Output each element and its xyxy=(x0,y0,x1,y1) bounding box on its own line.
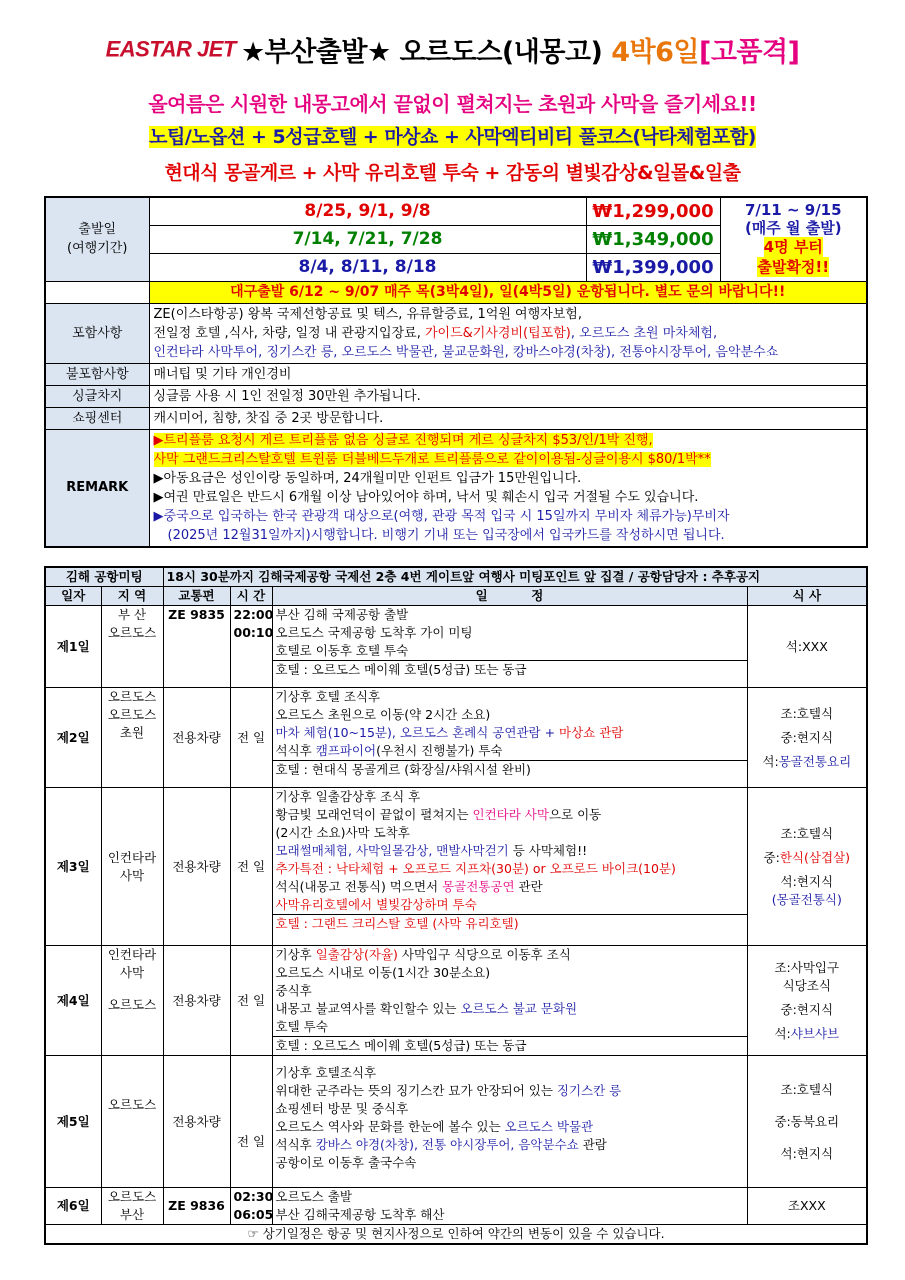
schedule-line xyxy=(276,1000,744,1018)
hotel-line: 호텔 : 그랜드 크리스탈 호텔 (사막 유리호텔) xyxy=(273,914,747,933)
day-transport: 전용차량 xyxy=(163,688,230,788)
schedule-part: 석식(내몽고 전통식) 먹으면서 xyxy=(275,879,443,894)
included-line-2 xyxy=(154,324,863,343)
day-schedule xyxy=(272,1188,747,1225)
meal-part: 한식(삼겹살) xyxy=(779,849,850,865)
day-time xyxy=(230,606,272,688)
schedule-line: 기상후 일출감상후 조식 후 xyxy=(275,789,421,804)
included-line-1: ZE(이스타항공) 왕복 국제선항공료 및 텍스, 유류할증료, 1억원 여행자보험, xyxy=(153,306,582,322)
single-charge: 싱글룸 사용 시 1인 전일정 30만원 추가됩니다. xyxy=(149,385,867,407)
price-1: ₩1,299,000 xyxy=(586,197,720,225)
weekly-range: 7/11 ~ 9/15 xyxy=(744,201,842,220)
col-time: 시 간 xyxy=(230,587,272,606)
day-transport: 전용차량 xyxy=(163,946,230,1056)
schedule-part: 모래썰매체험, 사막일몰감상, 맨발사막걷기 xyxy=(275,843,509,858)
region-line: 초원 xyxy=(119,725,145,740)
schedule-line xyxy=(276,806,744,824)
col-region: 지 역 xyxy=(101,587,163,606)
day-row-6 xyxy=(45,1188,867,1225)
schedule-line: 오르도스 초원으로 이동(약 2시간 소요) xyxy=(275,707,491,722)
meal-part: (몽골전통식) xyxy=(771,891,842,907)
schedule-line xyxy=(276,742,744,760)
day-meal xyxy=(747,1056,867,1188)
schedule-line: 기상후 호텔조식후 xyxy=(275,1065,377,1080)
day-label: 제4일 xyxy=(45,946,101,1056)
schedule-part: 기상후 xyxy=(275,947,316,962)
schedule-part: (우천시 진행불가) 투숙 xyxy=(376,743,503,758)
schedule-line: 중식후 xyxy=(275,983,312,998)
region-line: 부산 xyxy=(119,1207,145,1222)
meal-line: 중:현지식 xyxy=(780,1001,834,1017)
schedule-part: 관란 xyxy=(514,879,543,894)
region-line: 오르도스 xyxy=(107,707,157,722)
meal-part: 식당조식 xyxy=(782,977,831,993)
region-line: 부 산 xyxy=(117,607,147,622)
remark-3: ▶아동요금은 성인이랑 동일하며, 24개월미만 인펀트 입금가 15만원입니다. xyxy=(153,470,582,486)
day-region xyxy=(101,606,163,688)
min-people: 4명 부터 xyxy=(763,238,823,257)
day-label: 제1일 xyxy=(45,606,101,688)
meal-line: 조:호텔식 xyxy=(780,1081,834,1097)
shopping-label: 쇼핑센터 xyxy=(45,407,149,429)
page-header xyxy=(0,30,905,69)
schedule-part: 위대한 군주라는 뜻의 징기스칸 묘가 안장되어 있는 xyxy=(275,1083,557,1098)
schedule-part: 으로 이동 xyxy=(548,807,602,822)
schedule-part: 오르도스 박물관 xyxy=(504,1119,594,1134)
schedule-line: 부산 김해국제공항 도착후 해산 xyxy=(275,1207,445,1222)
schedule-part: 오르도스 역사와 문화를 한눈에 볼수 있는 xyxy=(275,1119,505,1134)
schedule-line xyxy=(276,724,744,742)
schedule-line: 공항이로 이동후 출국수속 xyxy=(275,1155,417,1170)
schedule-line xyxy=(276,1118,744,1136)
day-row-4 xyxy=(45,946,867,1056)
schedule-line xyxy=(276,878,744,896)
departure-dates-1: 8/25, 9/1, 9/8 xyxy=(149,197,586,225)
title-grade: [고품격] xyxy=(698,37,800,68)
schedule-part: 인컨타라 사막 xyxy=(472,807,549,822)
col-transport: 교통편 xyxy=(163,587,230,606)
time-line: 00:10 xyxy=(233,625,274,640)
included-label: 포함사항 xyxy=(45,303,149,363)
single-label: 싱글차지 xyxy=(45,385,149,407)
schedule-line: 사막유리호텔에서 별빛감상하며 투숙 xyxy=(275,897,477,912)
day-transport: 전용차량 xyxy=(163,1056,230,1188)
included-line-2a: 전일정 호텔 ,식사, 차량, 일정 내 관광지입장료, xyxy=(153,325,425,341)
region-line: 오르도스 xyxy=(107,625,157,640)
day-time: 전 일 xyxy=(230,946,272,1056)
schedule-line: 부산 김해 국제공항 출발 xyxy=(275,607,409,622)
schedule-line xyxy=(276,842,744,860)
day-label: 제5일 xyxy=(45,1056,101,1188)
meal-line xyxy=(751,959,864,995)
schedule-line: 오르도스 국제공항 도착후 가이 미팅 xyxy=(275,625,473,640)
meal-line xyxy=(751,753,864,771)
included-line-3: 인컨타라 사막투어, 징기스칸 릉, 오르도스 박물관, 불교문화원, 캉바스야경(차창), 전통야시장투어, 음악분수쇼 xyxy=(153,344,779,360)
price-2: ₩1,349,000 xyxy=(586,225,720,253)
schedule-part: 마상쇼 관람 xyxy=(559,725,624,740)
schedule-line xyxy=(276,946,744,964)
meal-line xyxy=(751,873,864,909)
col-day: 일자 xyxy=(45,587,101,606)
eastar-jet-logo: EASTAR JET xyxy=(105,36,236,62)
meal-part: 몽골전통요리 xyxy=(778,753,852,769)
remark-1: ▶트리플룸 요청시 게르 트리플룸 없음 싱글로 진행되며 게르 싱글차지 $53/인/1박 진행, xyxy=(153,432,653,448)
weekly-departure-box xyxy=(720,197,867,281)
region-line: 오르도스 xyxy=(107,1189,157,1204)
schedule-part: 캉바스 야경(차창), 전통 야시장투어, 음악분수쇼 xyxy=(315,1137,579,1152)
departure-dates-3: 8/4, 8/11, 8/18 xyxy=(149,253,586,281)
price-3: ₩1,399,000 xyxy=(586,253,720,281)
day-row-5 xyxy=(45,1056,867,1188)
day-schedule xyxy=(272,1056,747,1188)
schedule-line: 추가특전 : 낙타체험 + 오프로드 지프차(30분) or 오프로드 바이크(10분) xyxy=(275,861,676,876)
headline-3-text: 현대식 몽골게르 + 사막 유리호텔 투숙 + 감동의 별빛감상&일몰&일출 xyxy=(164,162,741,184)
schedule-part: 오르도스 불교 문화원 xyxy=(460,1001,578,1016)
flight-code: ZE 9836 xyxy=(163,1188,230,1225)
region-line: 오르도스 xyxy=(107,689,157,704)
day-row-3 xyxy=(45,788,867,946)
day-meal: 석:XXX xyxy=(747,606,867,688)
day-meal xyxy=(747,788,867,946)
excluded-items: 매너팁 및 기타 개인경비 xyxy=(149,363,867,385)
schedule-part: 등 사막체험!! xyxy=(508,843,588,858)
meal-line: 중:동북요리 xyxy=(774,1113,840,1129)
meal-part: 샤브샤브 xyxy=(790,1025,840,1041)
hotel-line: 호텔 : 현대식 몽골게르 (화장실/샤워시설 완비) xyxy=(273,760,747,779)
flight-code: ZE 9835 xyxy=(163,606,230,688)
schedule-part: 징기스칸 릉 xyxy=(556,1083,622,1098)
day-region xyxy=(101,1188,163,1225)
time-line: 06:05 xyxy=(233,1207,274,1222)
schedule-part: 마차 체험(10~15분), 오르도스 혼례식 공연관람 + xyxy=(275,725,560,740)
day-time: 전 일 xyxy=(230,688,272,788)
day-row-1 xyxy=(45,606,867,688)
headline-2 xyxy=(0,122,905,149)
schedule-part: 관람 xyxy=(578,1137,607,1152)
region-line: 사막 xyxy=(119,867,145,883)
region-line: 오르도스 xyxy=(107,997,157,1012)
shopping-info: 캐시미어, 침향, 찻집 중 2곳 방문합니다. xyxy=(149,407,867,429)
itinerary-table xyxy=(44,566,868,1245)
schedule-line: 호텔로 이동후 호텔 투숙 xyxy=(275,643,409,658)
schedule-part: 캠프파이어 xyxy=(315,743,377,758)
day-time xyxy=(230,1188,272,1225)
departure-dates-2: 7/14, 7/21, 7/28 xyxy=(149,225,586,253)
col-meal: 식 사 xyxy=(747,587,867,606)
day-label: 제6일 xyxy=(45,1188,101,1225)
meal-line xyxy=(751,1025,864,1043)
schedule-part: 석식후 xyxy=(275,1137,316,1152)
meal-part: 중: xyxy=(763,849,780,865)
schedule-line xyxy=(276,1136,744,1154)
schedule-line: 오르도스 시내로 이동(1시간 30분소요) xyxy=(275,965,491,980)
meal-line: 조:호텔식 xyxy=(780,705,834,721)
remark-4: ▶여권 만료일은 반드시 6개월 이상 남아있어야 하며, 낙서 및 훼손시 입국 거절될 수도 있습니다. xyxy=(153,489,699,505)
day-row-2 xyxy=(45,688,867,788)
schedule-part: 사막입구 식당으로 이동후 조식 xyxy=(397,947,571,962)
time-line: 22:00 xyxy=(233,607,274,622)
title-nights: 4박6일 xyxy=(611,37,699,68)
schedule-part: 내몽고 불교역사를 확인할수 있는 xyxy=(275,1001,461,1016)
day-schedule xyxy=(272,788,747,946)
day-schedule xyxy=(272,688,747,788)
meal-part: 조:사막입구 xyxy=(774,959,840,975)
hotel-line: 호텔 : 오르도스 메이웨 호텔(5성급) 또는 동급 xyxy=(273,1036,747,1055)
schedule-line: 쇼핑센터 방문 및 중식후 xyxy=(275,1101,409,1116)
remark-label: REMARK xyxy=(45,429,149,547)
meal-line: 석:현지식 xyxy=(780,1145,834,1161)
region-line: 인컨타라 xyxy=(107,947,157,962)
departure-label: 출발일 (여행기간) xyxy=(45,197,149,281)
day-time: 전 일 xyxy=(230,788,272,946)
col-schedule: 일 정 xyxy=(272,587,747,606)
included-line-2c: , 오르도스 초원 마차체험, xyxy=(570,325,718,341)
weekly-day: (매주 월 출발) xyxy=(744,219,842,238)
meal-line: 중:현지식 xyxy=(780,729,834,745)
excluded-label: 불포함사항 xyxy=(45,363,149,385)
remark-6: (2025년 12월31일까지)시행합니다. 비행기 기내 또는 입국장에서 입국카드를 작성하시면 됩니다. xyxy=(167,527,725,543)
day-meal xyxy=(747,688,867,788)
schedule-part: 황금빛 모래언덕이 끝없이 펼쳐지는 xyxy=(275,807,473,822)
included-guide-fee: 가이드&기사경비(팁포함) xyxy=(425,325,571,341)
day-meal xyxy=(747,946,867,1056)
meal-part: 석: xyxy=(762,753,779,769)
headline-3 xyxy=(0,158,905,185)
schedule-line: (2시간 소요)사막 도착후 xyxy=(275,825,410,840)
schedule-part: 일출감상(자율) xyxy=(315,947,398,962)
time-line: 02:30 xyxy=(233,1189,274,1204)
remark-5: ▶중국으로 입국하는 한국 관광객 대상으로(여행, 관광 목적 입국 시 15일까지 무비자 체류가능)무비자 xyxy=(153,508,730,524)
day-meal: 조XXX xyxy=(747,1188,867,1225)
schedule-line: 호텔 투숙 xyxy=(275,1019,328,1034)
hotel-line: 호텔 : 오르도스 메이웨 호텔(5성급) 또는 동급 xyxy=(273,660,747,679)
schedule-line: 기상후 호텔 조식후 xyxy=(275,689,381,704)
remark-list xyxy=(149,429,867,547)
schedule-line: 오르도스 출발 xyxy=(275,1189,352,1204)
day-schedule xyxy=(272,606,747,688)
day-region: 오르도스 xyxy=(101,1056,163,1188)
day-label: 제3일 xyxy=(45,788,101,946)
day-transport: 전용차량 xyxy=(163,788,230,946)
meeting-info: 18시 30분까지 김해국제공항 국제선 2층 4번 게이트앞 여행사 미팅포인트 앞 집결 / 공항담당자 : 추후공지 xyxy=(163,567,867,587)
departure-confirmed: 출발확정!! xyxy=(757,258,830,277)
schedule-line xyxy=(276,1082,744,1100)
daegu-note: 대구출발 6/12 ~ 9/07 매주 목(3박4일), 일(4박5일) 운항됩니다. 별도 문의 바랍니다!! xyxy=(149,281,867,303)
schedule-part: 몽골전통공연 xyxy=(442,879,515,894)
day-schedule xyxy=(272,946,747,1056)
remark-2: 사막 그랜드크리스탈호텔 트윈룸 더블베드두개로 트리플룸으로 같이이용됨-싱글이용시 $80/1박** xyxy=(153,451,711,467)
day-region xyxy=(101,788,163,946)
info-table xyxy=(44,196,868,548)
day-label: 제2일 xyxy=(45,688,101,788)
footer-note: ☞ 상기일정은 항공 및 현지사정으로 인하여 약간의 변동이 있을 수 있습니다. xyxy=(45,1225,867,1245)
meal-line: 조:호텔식 xyxy=(780,825,834,841)
day-time: 전 일 xyxy=(230,1056,272,1188)
meal-part: 석:현지식 xyxy=(780,873,834,889)
headline-2-text: 노팁/노옵션 + 5성급호텔 + 마상쇼 + 사막엑티비티 풀코스(낙타체험포함) xyxy=(149,126,756,148)
headline-1: 올여름은 시원한 내몽고에서 끝없이 펼쳐지는 초원과 사막을 즐기세요!! xyxy=(148,92,757,116)
included-items xyxy=(149,303,867,363)
page-title xyxy=(241,37,799,68)
meal-line xyxy=(751,849,864,867)
day-region xyxy=(101,946,163,1056)
day-region xyxy=(101,688,163,788)
schedule-part: 석식후 xyxy=(275,743,316,758)
region-line: 인컨타라 xyxy=(107,849,157,865)
region-line: 사막 xyxy=(119,965,145,980)
meal-part: 석: xyxy=(774,1025,791,1041)
meeting-label: 김해 공항미팅 xyxy=(45,567,163,587)
title-main: ★부산출발★ 오르도스(내몽고) xyxy=(240,37,612,68)
